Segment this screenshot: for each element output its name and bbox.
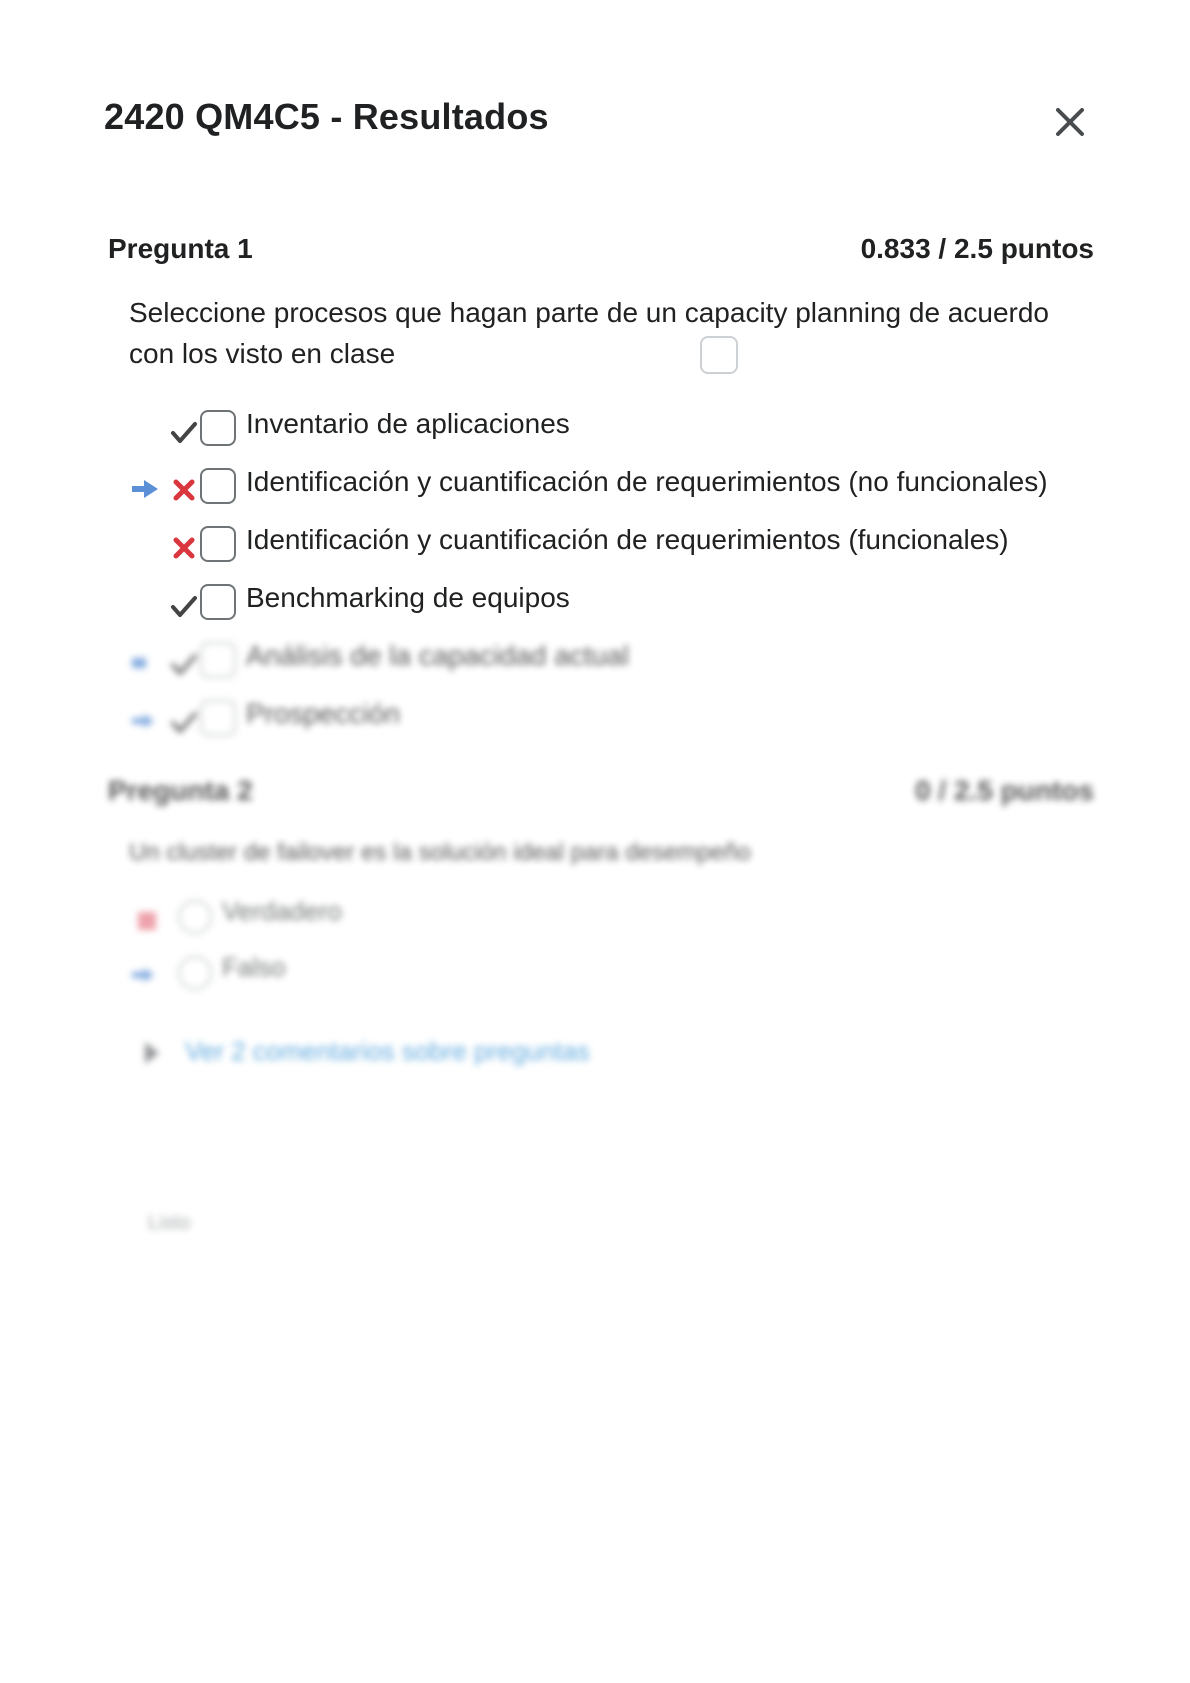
option-radio[interactable] xyxy=(178,900,212,934)
question-1-option xyxy=(130,700,1110,744)
question-2-option xyxy=(130,896,1110,944)
option-label: Prospección xyxy=(246,698,401,729)
option-label: Identificación y cuantificación de requerimientos (funcionales) xyxy=(246,524,1009,555)
option-label: Inventario de aplicaciones xyxy=(246,408,570,439)
question-2-label: Pregunta 2 xyxy=(108,775,253,806)
option-checkbox[interactable] xyxy=(200,700,236,736)
option-checkbox[interactable] xyxy=(200,526,236,562)
close-icon[interactable] xyxy=(1050,102,1090,142)
option-label: Falso xyxy=(222,952,286,982)
cross-icon xyxy=(170,476,198,504)
question-2-score: 0 / 2.5 puntos xyxy=(915,775,1094,806)
option-checkbox[interactable] xyxy=(200,584,236,620)
arrow-right-icon xyxy=(132,966,158,984)
check-icon xyxy=(170,708,198,736)
option-radio[interactable] xyxy=(178,956,212,990)
question-1-option xyxy=(130,526,1110,570)
flag-question-checkbox[interactable] xyxy=(700,336,738,374)
option-checkbox[interactable] xyxy=(200,468,236,504)
wrong-square-icon xyxy=(138,912,156,930)
arrow-right-icon xyxy=(132,712,158,730)
question-1-label: Pregunta 1 xyxy=(108,233,253,264)
cross-icon xyxy=(170,534,198,562)
option-label: Análisis de la capacidad actual xyxy=(246,640,629,671)
check-icon xyxy=(170,650,198,678)
question-1-option xyxy=(130,410,1110,454)
question-2-header xyxy=(108,774,1094,808)
caret-right-icon xyxy=(145,1042,159,1064)
view-feedback-link[interactable] xyxy=(145,1036,590,1067)
option-label: Benchmarking de equipos xyxy=(246,582,570,613)
question-1-option xyxy=(130,468,1110,512)
question-2-text: Un cluster de failover es la solución ideal para desempeño xyxy=(129,839,751,866)
arrow-right-icon xyxy=(132,654,158,672)
option-checkbox[interactable] xyxy=(200,642,236,678)
arrow-right-icon xyxy=(132,480,158,498)
check-icon xyxy=(170,418,198,446)
question-2-option xyxy=(130,952,1110,1000)
dialog-title: 2420 QM4C5 - Resultados xyxy=(104,96,549,137)
question-1-score: 0.833 / 2.5 puntos xyxy=(860,233,1094,264)
option-checkbox[interactable] xyxy=(200,410,236,446)
question-1-text: Seleccione procesos que hagan parte de un capacity planning de acuerdo con los visto en clase xyxy=(129,297,1049,369)
option-label: Identificación y cuantificación de requerimientos (no funcionales) xyxy=(246,466,1048,497)
question-1-option xyxy=(130,642,1110,686)
check-icon xyxy=(170,592,198,620)
question-1-option xyxy=(130,584,1110,628)
feedback-link-label: Ver 2 comentarios sobre preguntas xyxy=(185,1036,590,1066)
question-1-header xyxy=(108,232,1094,266)
option-label: Verdadero xyxy=(222,896,342,926)
footer-status: Listo xyxy=(148,1212,191,1234)
